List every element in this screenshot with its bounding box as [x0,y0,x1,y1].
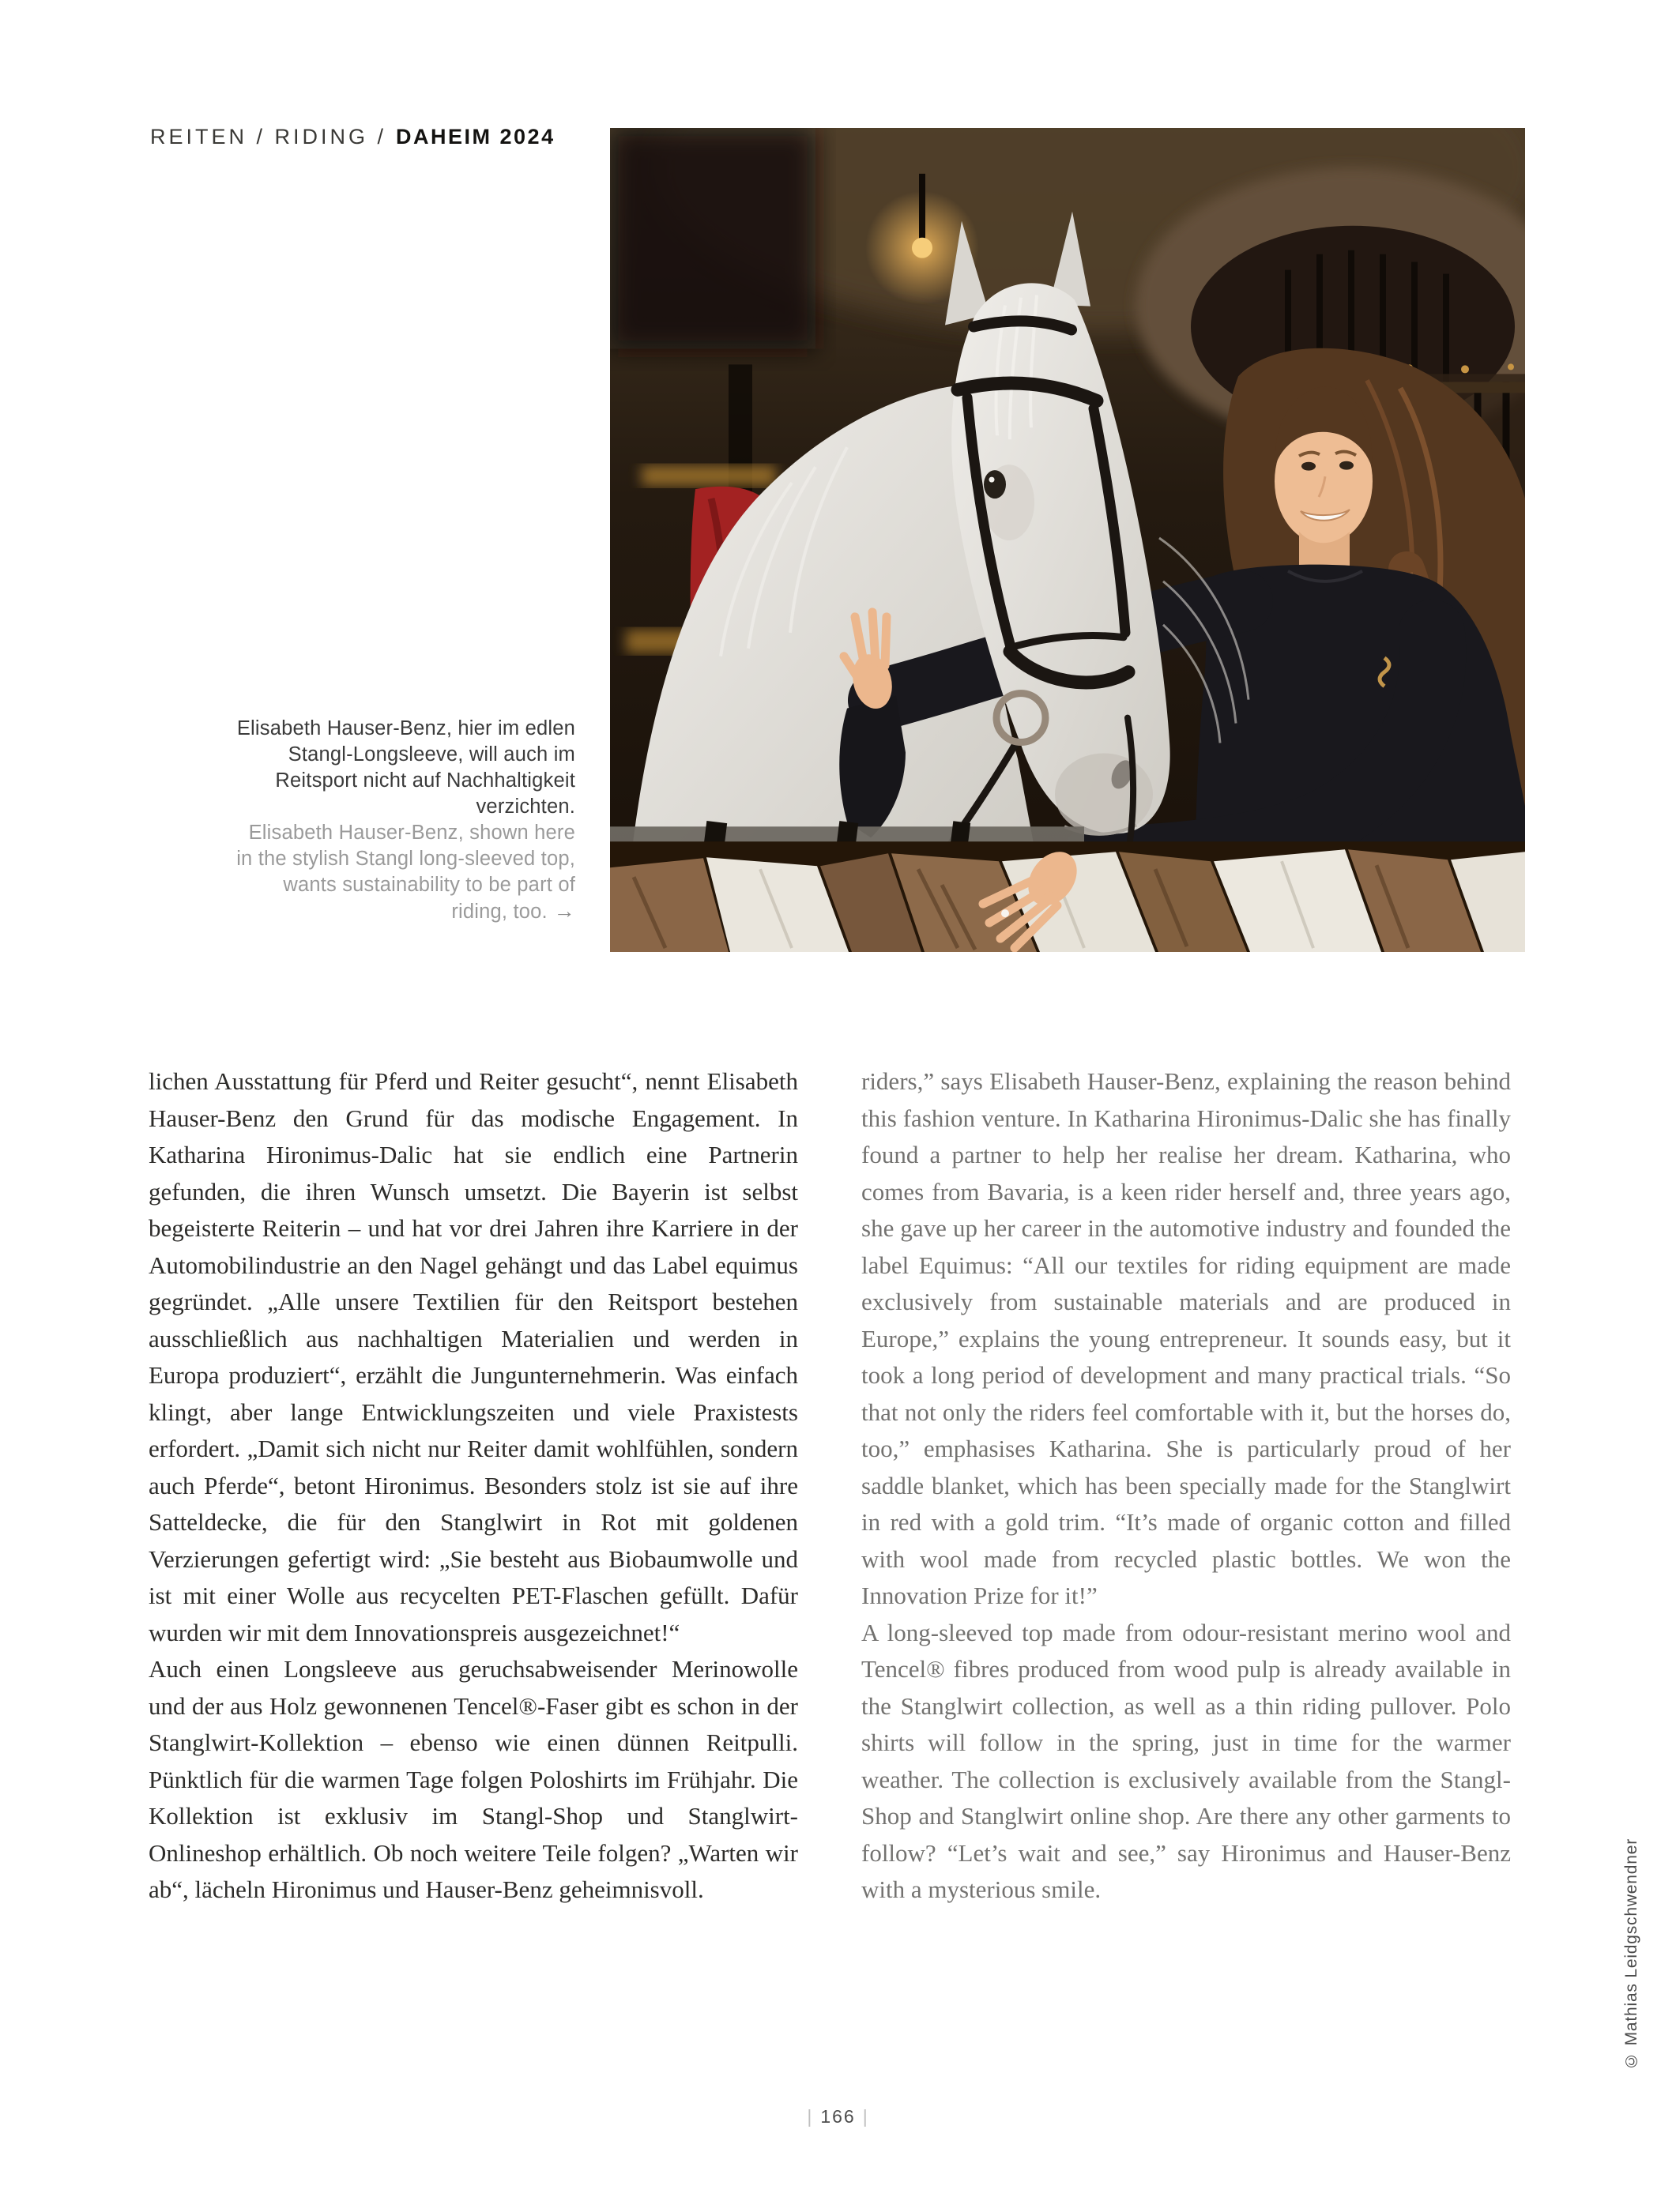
page-number-footer [0,2106,1676,2127]
section-issue: DAHEIM 2024 [396,125,556,149]
photo-caption [228,716,575,925]
english-paragraph-1: riders,” says Elisabeth Hauser-Benz, explaining the reason behind this fashion venture. In Katharina Hironimus-Dalic she has finally found a partner to help her realise her dream. Katharina, who comes from Bavaria, is a keen rider herself and, three years ago, she gave up her career in the automotive industry and founded the label Equimus: “All our textiles for riding equipment are made exclusively from sustainable materials and are produced in Europe,” explains the young entrepreneur. It sounds easy, but it took a long period of development and many practical trials. “So that not only the riders feel comfortable with it, but the horses do, too,” emphasises Katharina. She is particularly proud of her saddle blanket, which has been specially made for the Stanglwirt in red with a gold trim. “It’s made of organic cotton and filled with wool made from recycled plastic bottles. We won the Innovation Prize for it!” [861,1067,1511,1609]
german-paragraph-2: Auch einen Longsleeve aus geruchsabweisender Merinowolle und der aus Holz gewonnenen Tencel®-Faser gibt es schon in der Stanglwirt-Kollektion – ebenso wie einen dünnen Reitpulli. Pünktlich für die warmen Tage folgen Poloshirts im Frühjahr. Die Kollektion ist exklusiv im Stangl-Shop und Stanglwirt-Onlineshop erhältlich. Ob noch weitere Teile folgen? „Warten wir ab“, lächeln Hironimus und Hauser-Benz geheimnisvoll. [149,1655,798,1903]
ring [1001,909,1009,917]
lamp-stem [919,174,925,240]
ceiling-shadow [610,128,815,348]
eye-right [1339,461,1354,470]
stable-portrait-illustration [610,128,1525,952]
page-number-divider-left: | [807,2106,814,2127]
german-paragraph-1: lichen Ausstattung für Pferd und Reiter gesucht“, nennt Elisabeth Hauser-Benz den Grund für das modische Engagement. In Katharina Hironimus-Dalic hat sie endlich eine Partnerin gefunden, die ihren Wunsch umsetzt. Die Bayerin ist selbst begeisterte Reiterin – und hat vor drei Jahren ihre Karriere in der Automobilindustrie an den Nagel gehängt und das Label equimus gegründet. „Alle unsere Textilien für den Reitsport bestehen ausschließlich aus nachhaltigen Materialien und werden in Europa produziert“, erzählt die Jungunternehmerin. Was einfach klingt, aber lange Entwicklungszeiten und viele Praxistests erfordert. „Damit sich nicht nur Reiter damit wohlfühlen, sondern auch Pferde“, betont Hironimus. Besonders stolz ist sie auf ihre Satteldecke, die für den Stanglwirt in Rot mit goldenen Verzierungen gefertigt wird: „Sie besteht aus Biobaumwolle und ist mit einer Wolle aus recycelten PET-Flaschen gefüllt. Dafür wurden wir mit dem Innovationspreis ausgezeichnet!“ [149,1067,798,1646]
eye-left [1301,462,1316,471]
section-category: REITEN / RIDING / [150,125,387,149]
article-column-german [149,1063,798,1909]
horse-eye-highlight [989,477,995,483]
horse-eye [984,470,1006,498]
page-number: 166 [820,2106,856,2127]
photo-credit: © Mathias Leidgschwendner [1622,1838,1640,2070]
caption-german: Elisabeth Hauser-Benz, hier im edlen Stangl-Longsleeve, will auch im Reitsport nicht auf Nachhaltigkeit verzichten. [236,717,575,818]
english-paragraph-2: A long-sleeved top made from odour-resistant merino wool and Tencel® fibres produced from wood pulp is already available in the Stanglwirt collection, as well as a thin riding pullover. Polo shirts will follow in the spring, just in time for the warmer weather. The collection is exclusively available from the Stangl-Shop and Stanglwirt online shop. Are there any other garments to follow? “Let’s wait and see,” say Hironimus and Hauser-Benz with a mysterious smile. [861,1618,1511,1903]
ceiling-lamp [912,238,932,258]
section-kicker [150,125,556,149]
stable-portrait-photo [610,128,1525,952]
caption-english: Elisabeth Hauser-Benz, shown here in the stylish Stangl long-sleeved top, wants sustainability to be part of riding, too. [236,822,575,923]
arrow-right-icon: → [553,899,575,923]
article-column-english [861,1063,1511,1909]
page-number-divider-right: | [862,2106,869,2127]
warm-light-strip [642,465,776,486]
horse-muzzle [1055,753,1153,835]
